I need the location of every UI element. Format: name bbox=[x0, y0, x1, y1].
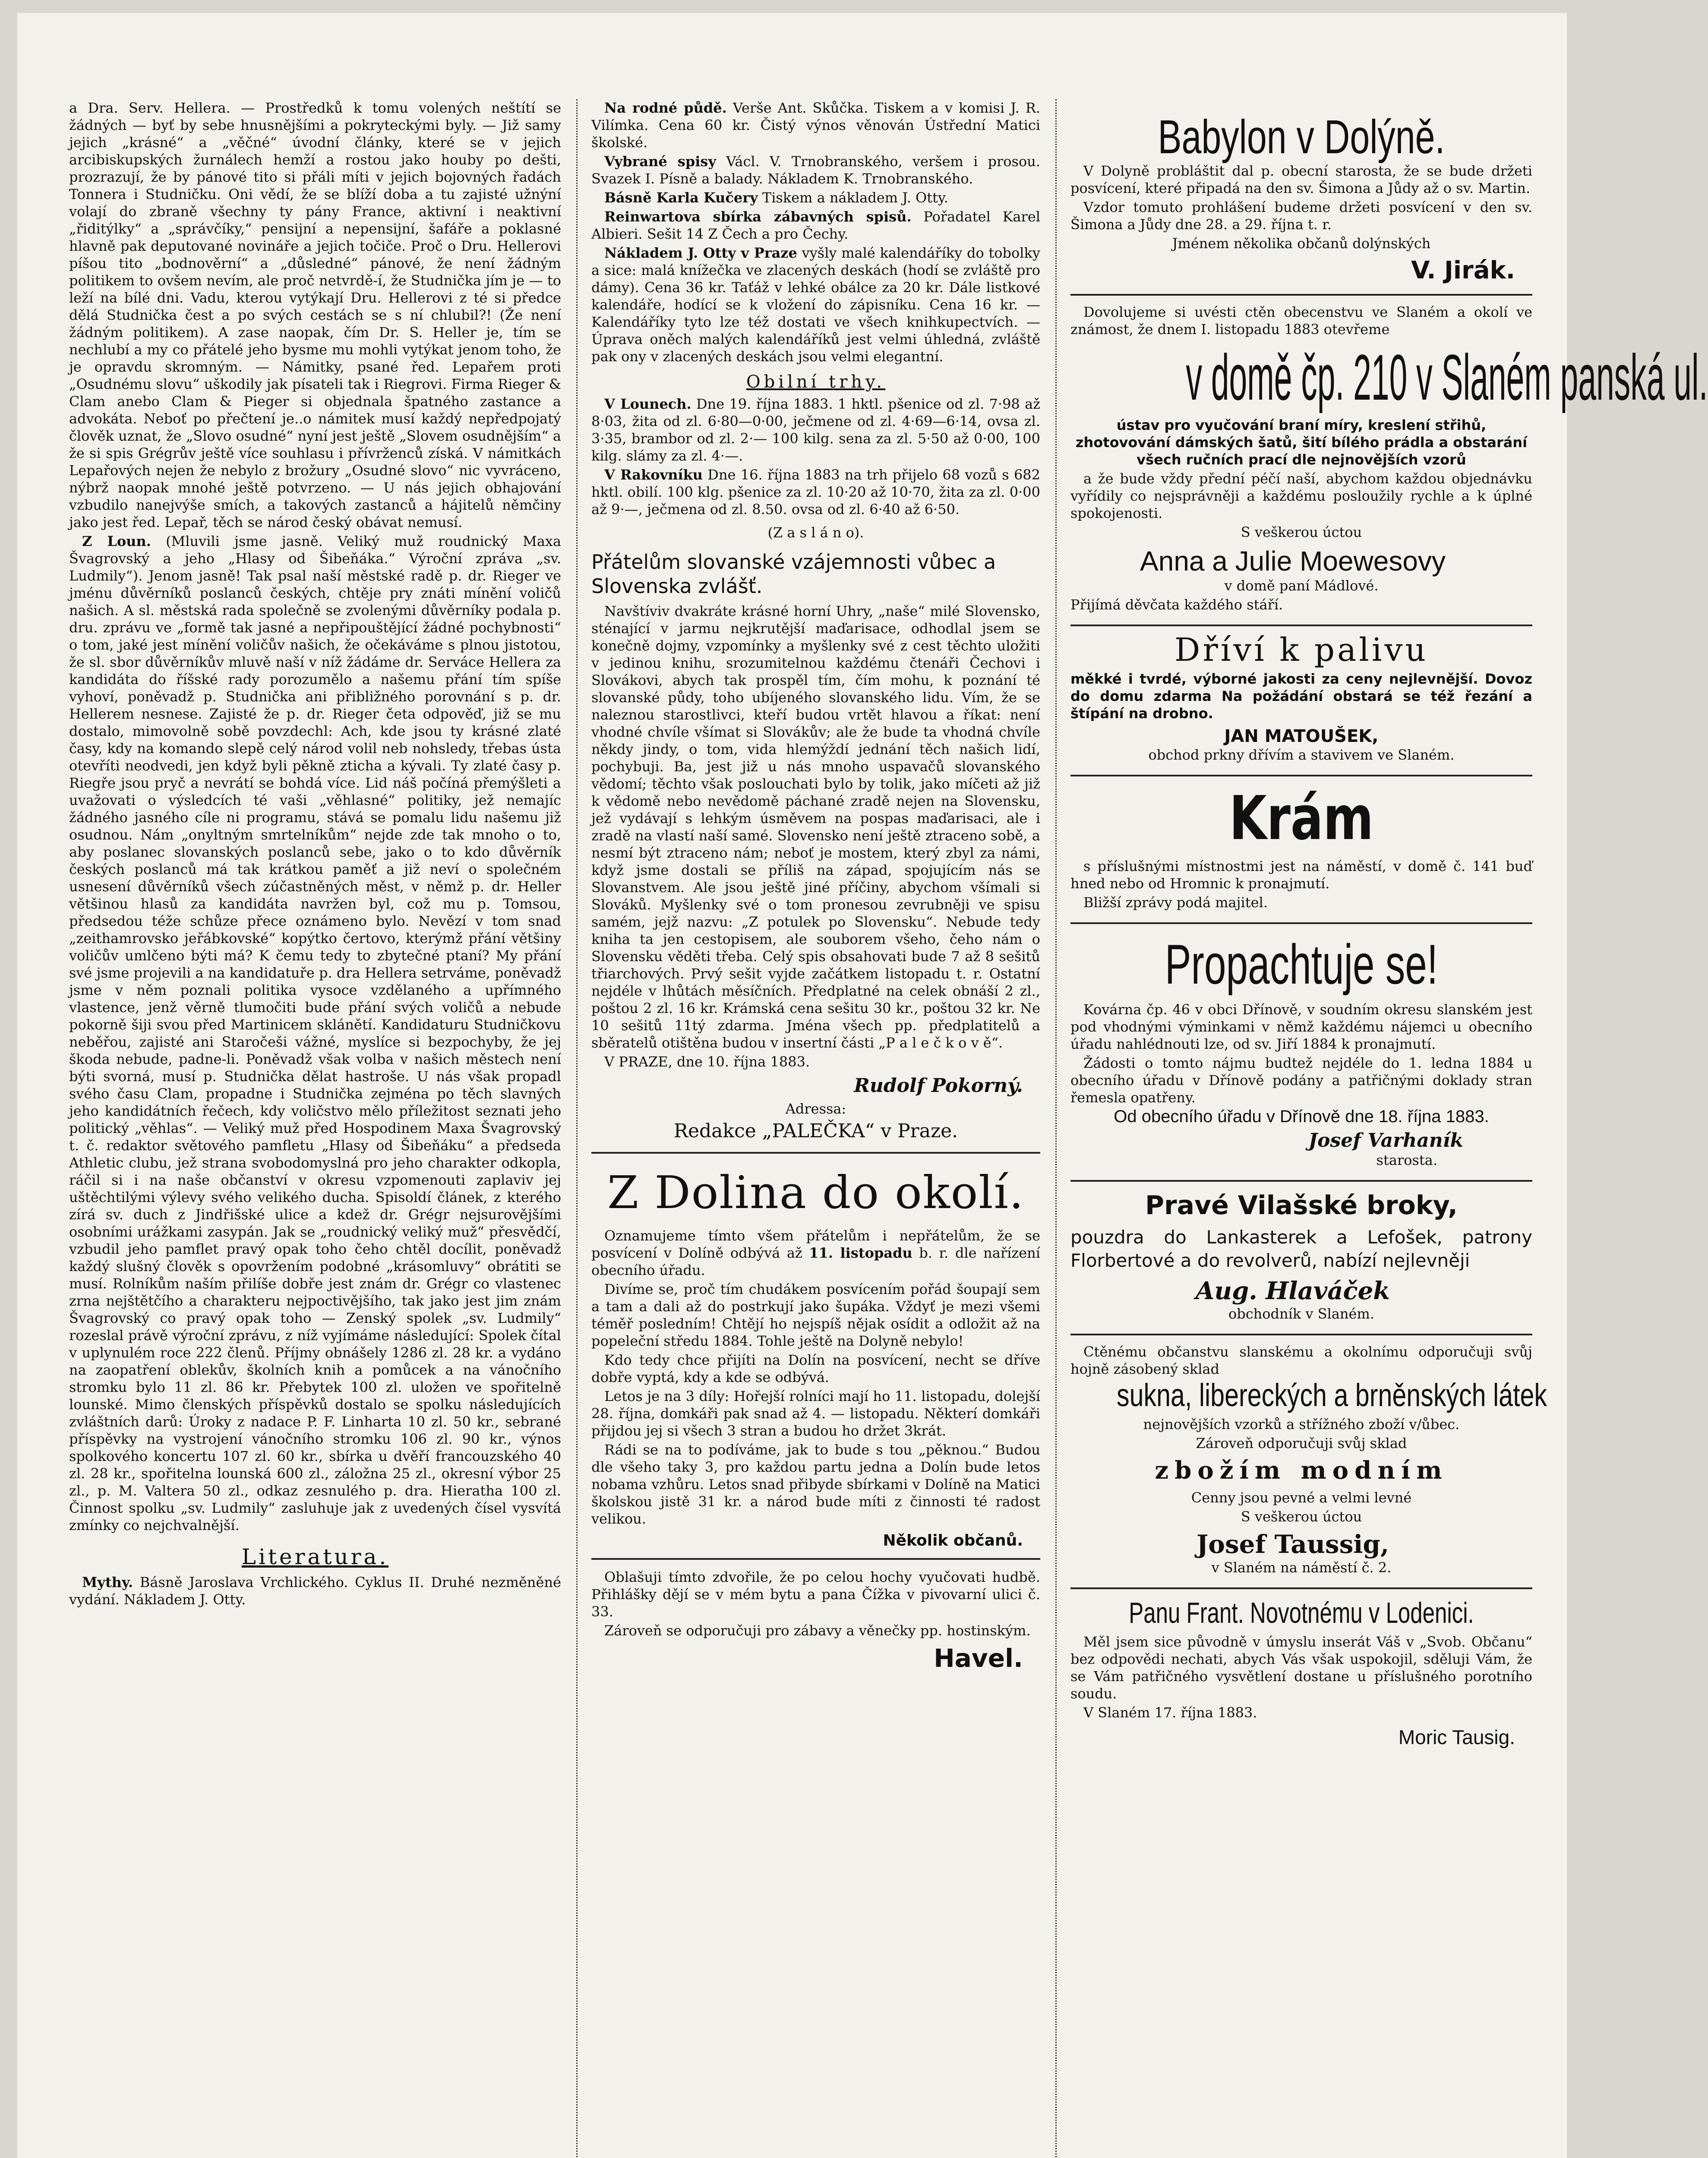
ad-signature: Moric Tausig. bbox=[1398, 1726, 1515, 1748]
ad-title: Pravé Vilašské broky, bbox=[1145, 1190, 1458, 1221]
market-report bbox=[591, 395, 1040, 464]
ad-text: Jménem několika občanů dolýnských bbox=[1172, 235, 1431, 252]
ad-text: nejnovějších vzorků a střížného zboží v/ůbec. bbox=[1143, 1416, 1460, 1432]
zaslano-label: (Z a s l á n o). bbox=[767, 524, 864, 541]
dolina-paragraph: Kdo tedy chce přijíti na Dolín na posvícení, necht se dříve dobře vyptá, kdy a kde se odbývá. bbox=[591, 1352, 1040, 1385]
letter-text: Navštíviv dvakráte krásné horní Uhry, „naše“ milé Slovensko, sténající v jarmu nejkrutější maďarisace, odhodlal jsem se konečně dojmy, vzpomínky a myšlenky své z cest těchto uložiti v jedinou knihu, srozumitelnou každému čtenáři Čechovi i Slovákovi, abych tak prospěl tím, čím mohu, k poznání té slovanské půdy, toho ubíjeného slovanského lidu. Vím, že se naleznou starostlivci, kteří budou vrtět hlavou a říkat: není vhodné chvíle všímat si Slovákův; ale že bude ta vhodná chvíle někdy jindy, o tom, vida hlemýždí jednání těch našich lidí, pochybuji. Ba, jest již u nás mnoho uspavačů slovanského vědomí; těchto však poslouchati bylo by tolik, jako míčeti až již k vědomě nebo nevědomě páchané zradě nejen na Slovensku, jež vydávají s lehkým úsměvem na pospas maďarisaci, ale i zradě na vlastí naší samé. Slovensko není ještě ztraceno sobě, a nesmí být ztraceno nám; neboť je mostem, který zbyl za námi, když jsme dostali se příliš na západ, spojujícím nás se Slovanstvem. Ale jsou ještě jiné příčiny, abychom všímali si Slováků. Myšlenky své o tom pronesou zevrubněji ve spisu samém, jejž nazvu: „Z potulek po Slovensku“. Nebude tedy kniha ta jen cestopisem, ale souborem všeho, čeho nám o Slovensku věděti třeba. Celý spis obsahovati bude 7 až 8 sešitů třiarchových. Prvý sešit vyjde začátkem listopadu t. r. Ostatní nejdéle v lhůtách měsíčních. Předplatné na celek obnáší 2 zl., poštou 2 zl. 16 kr. Krámská cena sešitu 30 kr., poštou 32 kr. Ne 10 sešitů 11tý zdarma. Jména všech pp. předplatitelů a sběratelů otištěna budou v insertní části „P a l e č k o v ě“. bbox=[591, 603, 1040, 1051]
book-title: Vybrané spisy bbox=[604, 153, 717, 170]
ad-signature: Anna a Julie Moewesovy bbox=[1140, 546, 1446, 577]
letter-date: V PRAZE, dne 10. října 1883. bbox=[604, 1054, 810, 1070]
article-paragraph bbox=[69, 533, 561, 1534]
column-rule bbox=[1055, 99, 1057, 2158]
market-town: V Lounech. bbox=[604, 396, 691, 412]
ad-text: Ctěnému občanstvu slanskému a okolnímu odporučuji svůj hojně zásobený sklad bbox=[1070, 1344, 1532, 1377]
ad-firewood bbox=[1070, 626, 1532, 776]
dolina-text: Oznamujeme tímto všem přátelům i nepřátelům, že se posvícení v Dolíně odbývá až bbox=[591, 1227, 1040, 1261]
ad-text: Cenny jsou pevné a velmi levné bbox=[1191, 1489, 1412, 1506]
divider bbox=[591, 1558, 1040, 1560]
dolina-paragraph: Rádi se na to podíváme, jak to bude s tou „pěknou.“ Budou dle všeho taky 3, pro každou partu jedna a Dolín bude letos nobama vzhůru. Letos snad přibyde sbírkami v Dolíně na Matici školskou jistě 31 kr. a národ bude míti z činnosti té radost velikou. bbox=[591, 1442, 1040, 1527]
ad-title: Babylon v Dolýně. bbox=[1158, 110, 1445, 164]
ad-text: Zároveň odporučuji svůj sklad bbox=[1196, 1435, 1407, 1451]
ad-text: měkké i tvrdé, výborné jakosti za ceny nejlevnější. Dovoz do domu zdarma Na požádání obstará se též řezání a štípání na drobno. bbox=[1070, 671, 1532, 722]
ad-text: pouzdra do Lankasterek a Lefošek, patrony Florbertové a do revolverů, nabízí nejlevněji bbox=[1070, 1227, 1532, 1271]
ad-address-banner: v domě čp. 210 v Slaném panská ul. bbox=[1186, 341, 1708, 413]
article-text: (Mluvili jsme jasně. Veliký muž roudnický Maxa Švagrovský a jeho „Hlasy od Šibeňáka.“ Výroční zpráva „sv. Ludmily“). Jenom jasně! Tak psal naší městské radě p. dr. Rieger ve jménu důvěrníků poslanců českých, chtěje pry znáti mínění voličů našich. A sl. městská rada společně se zvolenými důvěrníky podala p. dru. zprávu ve „formě tak jasné a nepřipouštějící žádné pochybnosti“ o tom, jaké jest mínění voličův našich, že očekáváme s plnou jistotou, že sl. sbor důvěrníkův mluvě naší v níž žádáme dr. Serváce Hellera za kandidáta do říšské rady porozumělo a našemu přání tím spíše vyhoví, poněvadž p. Studnička ani přibližného porovnání s p. dr. Hellerem nesnese. Zajisté že p. dr. Rieger četa odpověď, již se mu dostalo, mimovolně sobě povzdechl: Ach, kde jsou ty krásné zlaté časy, kdy na komando slepě celý národ volil neb nohsledy, třebas ústa otevříti neodvedi, jen když byli pěkně zticha a kývali. Ty zlaté časy p. Riegře jsou pryč a nevrátí se bohdá více. Lid náš počíná přemýšleti a uvažovati o výsledcích té vaši „věhlasné“ politiky, jež nemajíc žádného jasného cíle ni programu, stává se pomalu lidu našemu již osudnou. Nám „onyltným smrtelníkům“ nejde zde tak mnoho o to, aby poslanec slovanských poslanců sebe, jako o to kdo důvěrník českých poslanců má tak krátkou paměť a již neví o společném usnesení důvěrníků všech zúčastněných měst, v němž p. dr. Heller většinou hlasů za kandidáta navržen byl, což mu p. Tomsou, předsedou téže schůze přece oznámeno bylo. Nevězí v tom snad „zeithamrovsko jeřábkovské“ kopýtko čertovo, kterýmž přání většiny voličův umlčeno býti má? K čemu tedy to zbytečné ptaní? My přání své jsme projevili a na kandidatuře p. dra Hellera setrváme, poněvadž jsme v něm poznali politika vysoce vzdělaného a upřímného vlastence, jenž věrně tlumočiti bude přání svých voličů a nebude pokorně šiji svou před Martinicem sklánětí. Kandidaturu Studničkovu neběřou, zajisté ani Staročeši vážné, myslíce si bezpochyby, že jej škoda nebude, padne-li. Poněvadž však volba v našich městech není býti svorná, musí p. Studnička dělat hastroše. U nás však propadl svého času Clam, propadne i Studnička zejména po těch slavných jeho kandidátních řečech, kdy voličstvo mělo příležitost seznati jeho politický „věhlas“. — Veliký muž před Hospodinem Maxa Švagrovský t. č. redaktor světového pamfletu „Hlasy od Šibeňáku“ a předseda Athletic clubu, jež strana svobodomyslná pro jeho charakter odkopla, ráčil si i na naše občanství v okresu vzpomenouti zaplaviv jej uštěchtilými výlevy svého velikého ducha. Spisoldí článek, z kterého zírá sv. duch z Jindřišské ulice a kdež dr. Grégr nejsurovějšími osobními urážkami zasypán. Jak se „roudnický veliký muž“ přesvědčí, vzbudil jeho pamflet pravý opak toho čeho chtěl docílit, poněvadž každý slušný člověk s opovržením podobné „krásomluvy“ obrátiti se musí. Rolníkům naším přilíše dobře jest znám dr. Grégr co vlastenec zrna nejštětčího a charakteru nejpoctivějšího, tak jako jest jim znám Švagrovský co pravý opak toho — Zenský spolek „sv. Ludmily“ rozeslal právě výroční zprávu, z níž vyjímáme následující: Spolek čítal v uplynulém roce 222 členů. Příjmy obnášely 1286 zl. 28 kr. a vydáno na zaopatření oblekův, školních knih a pomůcek a na vánočního stromku bylo 11 zl. 86 kr. Přebytek 100 zl. uložen ve spořitelně lounské. Mimo členských příspěvků dostalo se spolku následujících zvláštních darů: Úroky z nadace P. F. Linharta 10 zl. 50 kr., sebrané příspěvky na vystrojení vánočního stromku 106 zl. 90 kr., výnos spolkového koncertu 107 zl. 60 kr., sbírka u dvěří francouzského 40 zl. 28 kr., spořitelna lounská 600 zl., záložna 25 zl., okresní výbor 25 zl., p. M. Valtera 50 zl., odkaz zesnulého p. dra. Hieratha 100 zl. Činnost spolku „sv. Ludmily“ zasluhuje jak z uvedených čísel vysvítá zmínky co nejchvalnější. bbox=[69, 533, 562, 1533]
letter-title: Přátelům slovanské vzájemnosti vůbec a Slovenska zvlášť. bbox=[591, 550, 996, 598]
grain-market-heading: Obilní trhy. bbox=[746, 372, 886, 392]
dolina-date: 11. listopadu bbox=[809, 1245, 912, 1261]
literature-heading: Literatura. bbox=[241, 1544, 389, 1569]
ad-text: Dovolujeme si uvésti ctěn obecenstvu ve Slaném a okolí ve známost, že dnem I. listopadu 1883 otevřeme bbox=[1070, 304, 1532, 338]
ad-text: S veškerou úctou bbox=[1241, 524, 1362, 540]
ad-title: Propachtuje se! bbox=[1165, 933, 1438, 996]
ad-text: starosta. bbox=[1376, 1152, 1437, 1168]
ad-title: Panu Frant. Novotnému v Lodenici. bbox=[1129, 1596, 1474, 1629]
ad-shot bbox=[1070, 1182, 1532, 1335]
ad-signature: JAN MATOUŠEK, bbox=[1224, 726, 1379, 746]
ad-text: obchodník v Slaném. bbox=[1228, 1306, 1374, 1322]
ad-text: Kovárna čp. 46 v obci Dřínově, v soudním okresu slanském jest pod vhodnými výminkami v němž každému nájemci u obecního úřadu nahlédnouti lze, od sv. Jiří 1884 k pronajmutí. bbox=[1070, 1001, 1532, 1052]
book-title: Mythy. bbox=[82, 1574, 133, 1590]
article-lead: Z Loun. bbox=[82, 533, 151, 549]
address: Redakce „PALEČKA“ v Praze. bbox=[673, 1120, 958, 1142]
ad-signature: V. Jirák. bbox=[1411, 256, 1515, 284]
havel-paragraph: Zároveň se odporučuji pro zábavy a věnečky pp. hostinským. bbox=[604, 1622, 1031, 1639]
ad-text: Měl jsem sice původně v úmyslu inserát Váš v „Svob. Občanu“ bez odpovědi nechati, abych Vás však uspokojil, sděluji Vám, že se Vám patřičného vysvětlení dostane u příslušného porotního soudu. bbox=[1070, 1634, 1532, 1702]
column-rule bbox=[576, 99, 578, 2158]
ad-title: Dříví k palivu bbox=[1174, 631, 1429, 669]
ad-notice bbox=[1070, 1589, 1532, 1758]
ad-banner: zbožím modním bbox=[1155, 1456, 1448, 1485]
book-notice bbox=[591, 99, 1040, 151]
dolina-signature: Několik občanů. bbox=[883, 1532, 1023, 1549]
havel-signature: Havel. bbox=[934, 1644, 1023, 1673]
ad-moewes bbox=[1070, 296, 1708, 626]
market-report bbox=[591, 466, 1040, 518]
dolina-paragraph: Divíme se, proč tím chudákem posvícením pořád šoupají sem a tam a dali až do postrkují jako šupáka. Vždyť je mezi všemi téměř posledním! Chtějí ho nejspíš nějak osídit a odložit až na popeleční středu 1884. Tohle ještě na Dolyně nebylo! bbox=[591, 1281, 1040, 1349]
book-notice bbox=[591, 244, 1040, 365]
ad-lease bbox=[1070, 924, 1532, 1182]
market-text: Dne 16. října 1883 na trh přijelo 68 vozů s 682 hktl. obilí. 100 klg. pšenice za zl. 10·20 až 10·70, žita za zl. 0·00 až 9·—, ječmena od zl. 8.50. ovsa od zl. 6·40 až 6·50. bbox=[591, 467, 1041, 517]
ad-signature: Aug. Hlaváček bbox=[1195, 1277, 1390, 1305]
book-text: Tiskem a nákladem J. Otty. bbox=[762, 189, 948, 206]
book-notice bbox=[591, 189, 1040, 206]
book-notice bbox=[69, 1574, 561, 1608]
newspaper-page bbox=[17, 13, 1708, 2158]
market-town: V Rakovníku bbox=[604, 467, 703, 483]
ad-text: obchod prkny dřívím a stavivem ve Slaném. bbox=[1148, 747, 1455, 763]
dolina-paragraph bbox=[591, 1227, 1040, 1279]
ad-text: v Slaném na náměstí č. 2. bbox=[1211, 1559, 1392, 1576]
ad-text: Žádosti o tomto nájmu budtež nejdéle do 1. ledna 1884 u obecního úřadu v Dřínově podány a patřičnými doklady stran řemesla opatřeny. bbox=[1070, 1055, 1532, 1106]
ad-babylon bbox=[1070, 99, 1532, 296]
ad-text: v domě paní Mádlové. bbox=[1224, 577, 1379, 594]
dolina-text: b. r. dle nařízení obecního úřadu. bbox=[591, 1245, 1041, 1278]
book-text: Básně Jaroslava Vrchlického. Cyklus II. Druhé nezměněné vydání. Nákladem J. Otty. bbox=[69, 1574, 561, 1608]
letter-signature: Rudolf Pokorný. bbox=[854, 1075, 1023, 1097]
divider bbox=[591, 1152, 1040, 1154]
dolina-heading: Z Dolina do okolí. bbox=[607, 1166, 1024, 1219]
book-title: Básně Karla Kučery bbox=[604, 189, 758, 206]
ad-text: Bližší zprávy podá majitel. bbox=[1083, 894, 1268, 911]
dolina-paragraph: Letos je na 3 díly: Hořejší rolníci mají ho 11. listopadu, dolejší 28. října, domkáři pak snad až 4. — listopadu. Některí domkáři přijdou jej si všech 3 stran a budou ho držet 3krát. bbox=[591, 1388, 1040, 1439]
ad-text: a že bude vždy přední péčí naší, abychom každou objednávku vyřídily co nejsprávněji a každému posloužily rychle a k úplné spokojenosti. bbox=[1070, 470, 1532, 521]
ad-text: Vzdor tomuto prohlášení budeme držeti posvícení v den sv. Šimona a Jůdy dne 28. a 29. října t. r. bbox=[1070, 199, 1532, 233]
ad-text: S veškerou úctou bbox=[1241, 1508, 1362, 1525]
ad-text: Přijímá děvčata každého stáří. bbox=[1070, 596, 1283, 613]
ad-title: sukna, libereckých a brněnských látek bbox=[1117, 1377, 1547, 1413]
ad-text: V Dolyně probláštit dal p. obecní starosta, že se bude držeti posvícení, které připadá na den sv. Šimona a Jůdy až o sv. Martin. bbox=[1070, 163, 1532, 196]
ad-date: Od obecního úřadu v Dřínově dne 18. října 1883. bbox=[1114, 1107, 1489, 1126]
book-text: Pořadatel Karel Albieri. Sešit 14 Z Čech a pro Čechy. bbox=[591, 208, 1041, 242]
book-title: Reinwartova sbírka zábavných spisů. bbox=[604, 208, 912, 225]
address-label: Adressa: bbox=[785, 1101, 846, 1117]
havel-paragraph: Oblašuji tímto zdvořile, že po celou hochy vyučovati hudbě. Přihlášky dějí se v mém bytu a pana Čížka v pivovarní ulici č. 33. bbox=[591, 1569, 1040, 1620]
column-middle bbox=[591, 99, 1040, 2158]
book-notice bbox=[591, 208, 1040, 243]
ad-signature: Josef Taussig, bbox=[1196, 1530, 1389, 1559]
ad-text: V Slaném 17. října 1883. bbox=[1083, 1704, 1257, 1721]
ad-shop bbox=[1070, 776, 1532, 924]
book-text: vyšly malé kalendáříky do tobolky a sice: malá knížečka ve zlacených deskách (hodí se zvláště pro dámy). Cena 36 kr. Taťáž v lehké obálce za 20 kr. Dále listkové kalendáře, hodící se k vložení do zápisníku. Cena 16 kr. — Kalendáříky tyto lze též dostati ve všech knihkupectvích. — Úprava oněch malých kalendáříků jest velmi úhledná, zvláště pak ony v zlacených deskách jsou velmi elegantní. bbox=[591, 245, 1041, 365]
ad-title: Krám bbox=[1229, 783, 1374, 854]
book-title: Na rodné půdě. bbox=[604, 100, 727, 116]
book-text: Verše Ant. Skůčka. Tiskem a v komisi J. R. Vilímka. Cena 60 kr. Čistý výnos věnován Ústřední Matici školské. bbox=[591, 100, 1040, 151]
book-text: Václ. V. Trnobranského, veršem i prosou. Svazek I. Písně a balady. Nákladem K. Trnobranského. bbox=[591, 153, 1041, 187]
book-title: Nákladem J. Otty v Praze bbox=[604, 245, 797, 261]
ad-services: ústav pro vyučování braní míry, kreslení střihů, zhotovování dámských šatů, šití bílého prádla a obstarání všech ručních prací dle nejnovějších vzorů bbox=[1075, 417, 1528, 468]
column-left bbox=[69, 99, 561, 2158]
ad-textiles bbox=[1070, 1335, 1547, 1589]
ad-signature: Josef Varhaník bbox=[1308, 1129, 1463, 1152]
article-paragraph: a Dra. Serv. Hellera. — Prostředků k tomu volených neštítí se žádných — byť by sebe hnusnějšími a pokryteckými byly. — Již samy jejich „krásné“ a „věčné“ úvodní články, které se v jejich arcibiskupských žurnálech hemží a rostou jako houby po dešti, prozrazují, že by pánové tito si přáli míti v jejich bojovných řadách Tonnera i Studničku. Oni vědí, že se blíží doba a tu zajisté užnýní volají do zbraně všechny ty pány France, aktivní i neaktivní „řiditýlky“ a „správčíky,“ pensijní a nepensijní, šafáře a poklasné hlavně pak deputované novináře a jejich točiče. Proč o Dru. Hellerovi píšou tito „bodnověrní“ a „důsledné“ pánové, že není žádným politikem to ovšem nevím, ale proč netvrdě-í, že Studnička jím je — to leží na bílé dni. Vadu, kterou vytýkají Dru. Hellerovi z té si předce dělá Studnička čest a po svých cestách se s ní chlubil?! (Že není žádným politikem). A zase naopak, čím Dr. S. Heller je, tím se nechlubí a my co přátelé jeho bysme mu mohli vytýkat jenom toho, že je opravdu skromným. — Námitky, psané řed. Lepařem proti „Osudnému slovu“ uškodily jak písateli tak i Riegrovi. Firma Rieger & Clam anebo Clam & Pieger si objednala špatného zastance a advokáta. Neboť po přečtení je..o námitek musí každý nepředpojatý člověk uznat, že „Slovo osudné“ nyní jest ještě „Slovem osudnějším“ a že si spis Grégrův ještě více souhlasu i přívrženců získá. V námitkách Lepařových nejen že nebylo z brožury „Osudné slovo“ nic vyvráceno, nýbrž naopak mnohé ještě potvrzeno. — U nás jejich obhajování vzbudilo nanejvýše smích, a takových zastanců a hájitelů němčiny jako jest řed. Lepař, těch se národ český obávat nemusí. bbox=[69, 100, 561, 530]
market-text: Dne 19. října 1883. 1 hktl. pšenice od zl. 7·98 až 8·03, žita od zl. 6·80—0·00, ječmene od zl. 4·69—6·14, ovsa zl. 3·35, brambor od zl. 2·— 100 kilg. sena za zl. 5·50 až 0·00, 100 kilg. slámy za zl. 4·—. bbox=[591, 396, 1041, 464]
column-right bbox=[1070, 99, 1708, 2158]
book-notice bbox=[591, 153, 1040, 187]
ad-text: s příslušnými místnostmi jest na náměstí, v domě č. 141 buď hned nebo od Hromnic k pronajmutí. bbox=[1070, 858, 1532, 892]
